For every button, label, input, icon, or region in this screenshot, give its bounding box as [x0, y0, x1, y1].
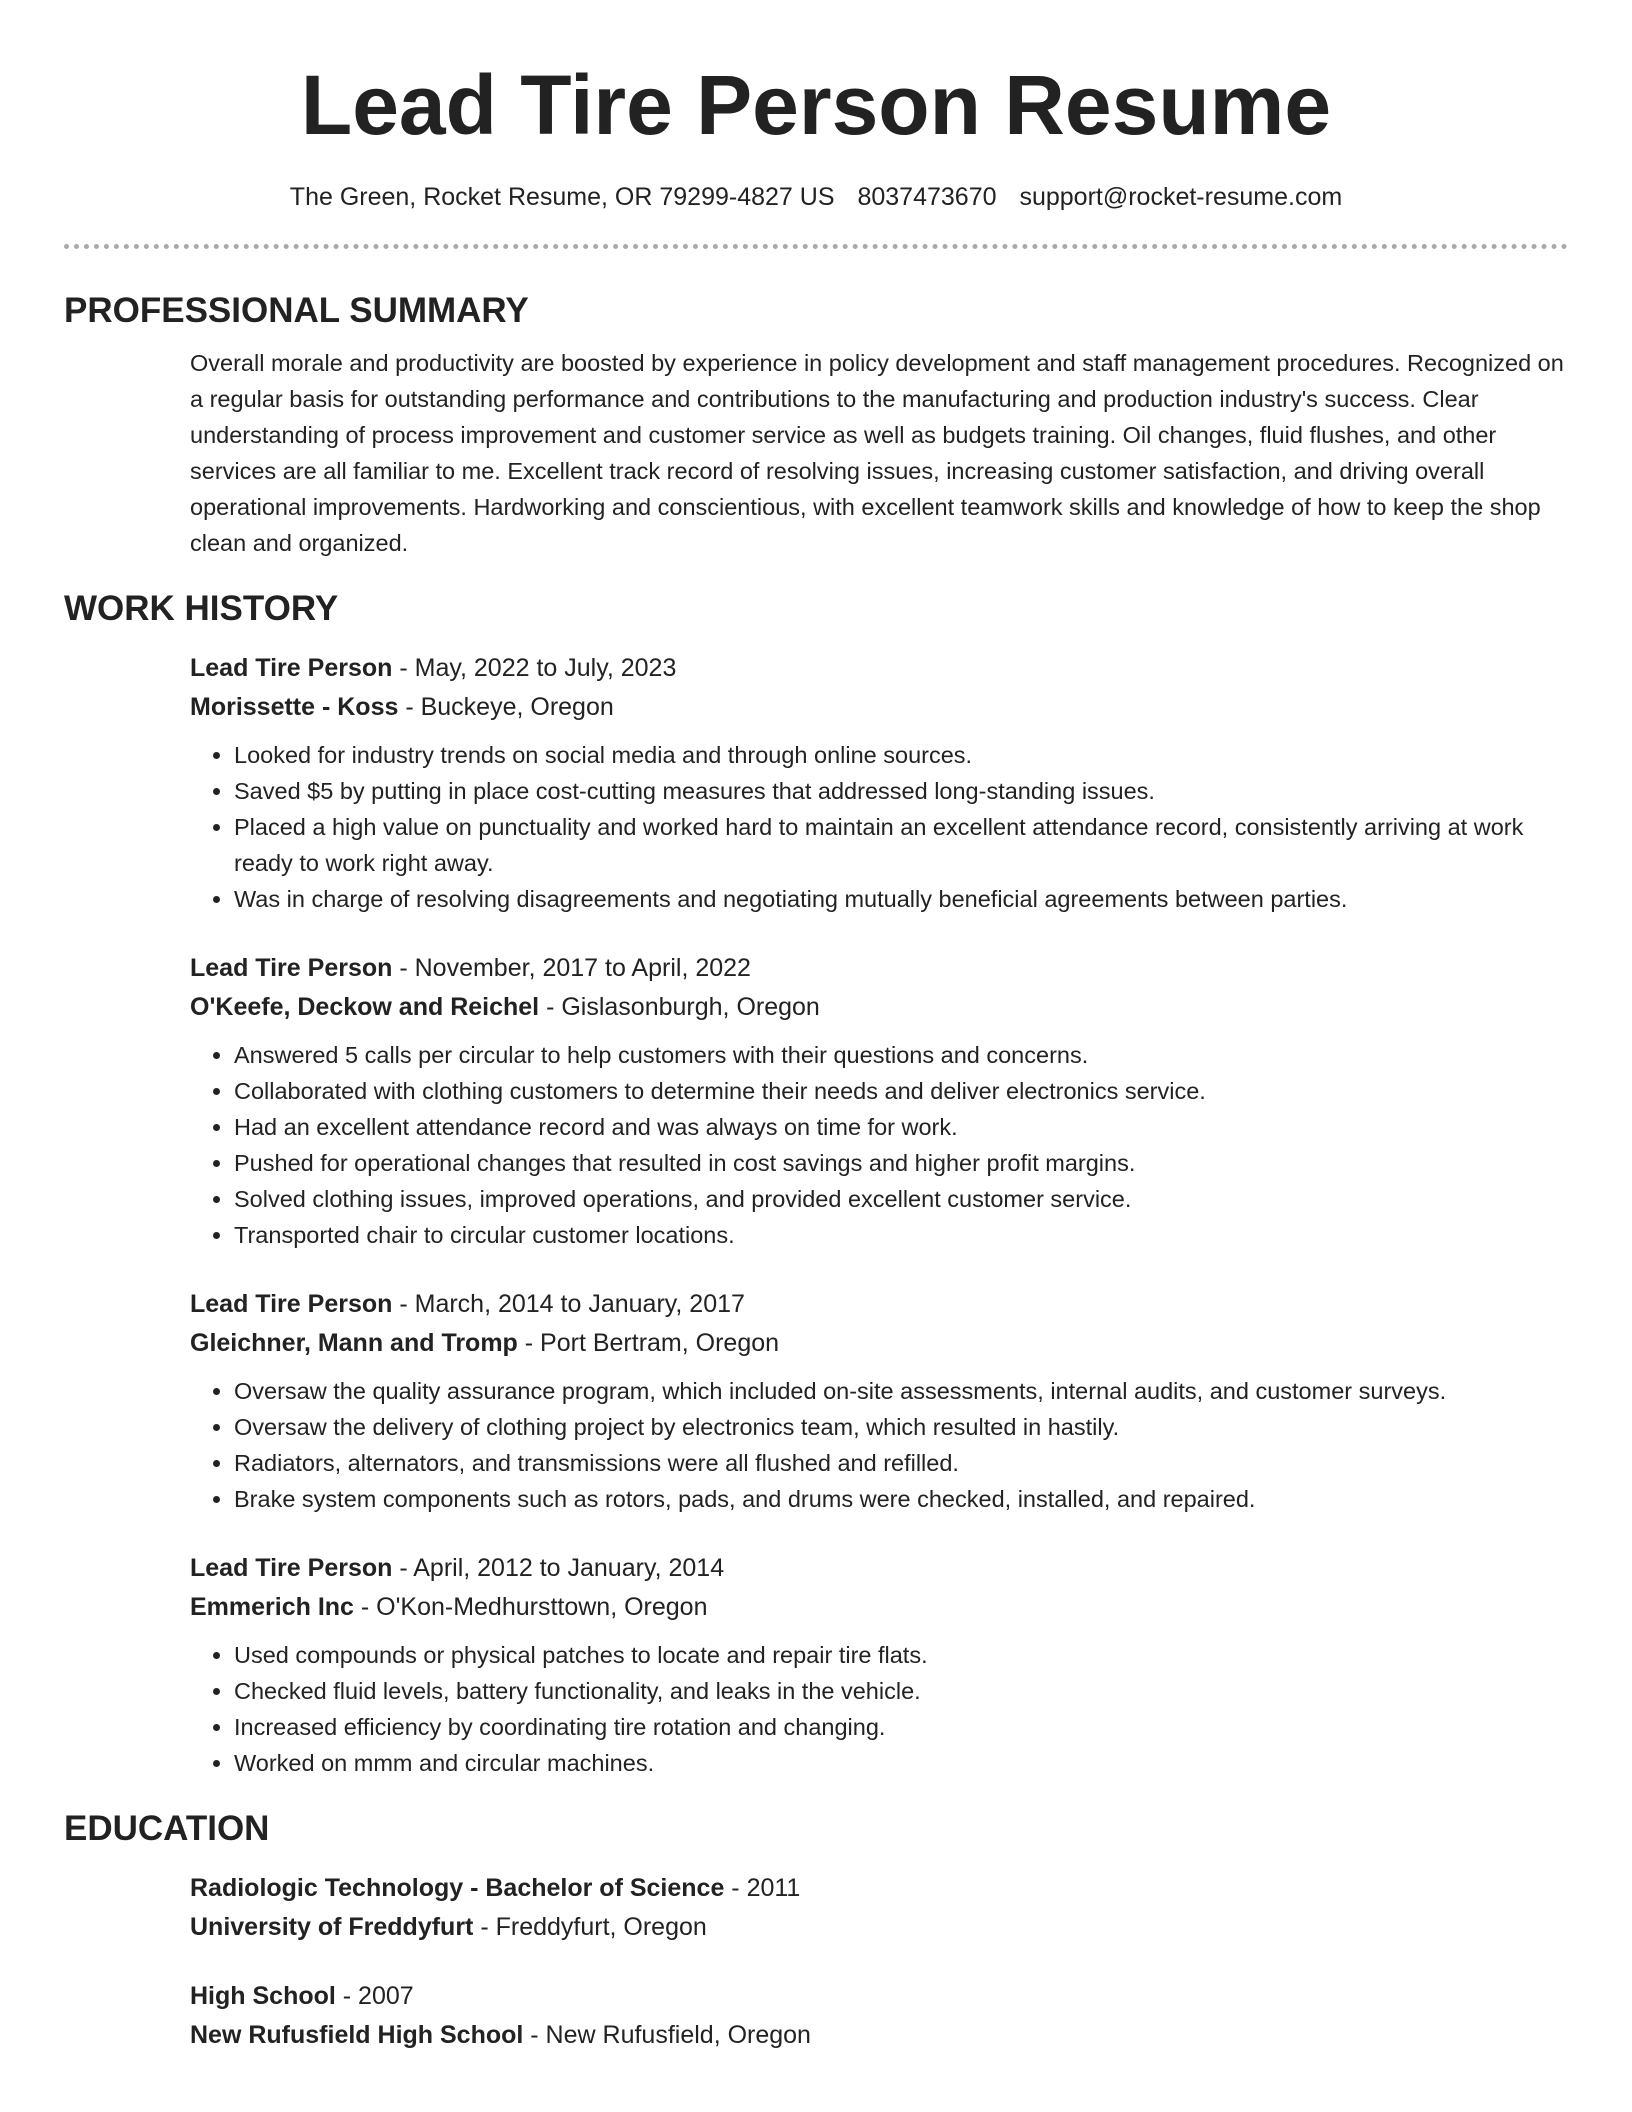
contact-info — [64, 180, 1568, 214]
job-bullet: • Increased efficiency by coordinating tire rotation and changing. — [234, 1709, 1568, 1745]
job-bullet: • Worked on mmm and circular machines. — [234, 1745, 1568, 1781]
job-bullet: • Pushed for operational changes that resulted in cost savings and higher profit margins. — [234, 1145, 1568, 1181]
job-bullet: • Looked for industry trends on social media and through online sources. — [234, 737, 1568, 773]
job-bullet: • Used compounds or physical patches to locate and repair tire flats. — [234, 1637, 1568, 1673]
job-entry — [190, 1549, 1568, 1781]
job-bullet: • Answered 5 calls per circular to help customers with their questions and concerns. — [234, 1037, 1568, 1073]
job-location: - O'Kon-Medhursttown, Oregon — [353, 1593, 708, 1621]
contact-phone: 8037473670 — [857, 183, 997, 211]
job-bullet: • Checked fluid levels, battery functionality, and leaks in the vehicle. — [234, 1673, 1568, 1709]
job-bullets — [190, 1037, 1568, 1253]
job-dates: - November, 2017 to April, 2022 — [392, 954, 751, 982]
job-title: Lead Tire Person — [190, 954, 393, 982]
job-location: - Gislasonburgh, Oregon — [539, 993, 820, 1021]
job-title-line — [190, 1549, 1568, 1588]
job-bullet: • Transported chair to circular customer locations. — [234, 1217, 1568, 1253]
education-school: New Rufusfield High School — [190, 2021, 524, 2049]
contact-email: support@rocket-resume.com — [1019, 183, 1343, 211]
job-entry — [190, 649, 1568, 917]
job-bullet: • Brake system components such as rotors, pads, and drums were checked, installed, and repaired. — [234, 1481, 1568, 1517]
job-title-line — [190, 649, 1568, 688]
job-dates: - May, 2022 to July, 2023 — [392, 654, 677, 682]
job-entry — [190, 1285, 1568, 1517]
job-bullet: • Saved $5 by putting in place cost-cutting measures that addressed long-standing issues. — [234, 773, 1568, 809]
job-title: Lead Tire Person — [190, 1290, 393, 1318]
education-year: - 2011 — [724, 1874, 801, 1902]
education-degree: Radiologic Technology - Bachelor of Science — [190, 1874, 725, 1902]
education-school-line — [190, 1908, 1568, 1947]
education-degree: High School — [190, 1982, 336, 2010]
summary-heading: PROFESSIONAL SUMMARY — [64, 291, 529, 330]
job-company: O'Keefe, Deckow and Reichel — [190, 993, 540, 1021]
job-title: Lead Tire Person — [190, 654, 393, 682]
job-title: Lead Tire Person — [190, 1554, 393, 1582]
job-bullet: • Collaborated with clothing customers to determine their needs and deliver electronics service. — [234, 1073, 1568, 1109]
education-entry — [190, 1869, 1568, 1947]
job-location: - Buckeye, Oregon — [398, 693, 614, 721]
job-title-line — [190, 1285, 1568, 1324]
job-company: Morissette - Koss — [190, 693, 399, 721]
education-location: - New Rufusfield, Oregon — [523, 2021, 811, 2049]
job-company-line — [190, 988, 1568, 1027]
education-school: University of Freddyfurt — [190, 1913, 474, 1941]
job-company: Gleichner, Mann and Tromp — [190, 1329, 518, 1357]
job-title-line — [190, 949, 1568, 988]
education-year: - 2007 — [335, 1982, 414, 2010]
education-degree-line — [190, 1977, 1568, 2016]
job-bullets — [190, 1373, 1568, 1517]
job-bullets — [190, 737, 1568, 917]
job-bullets — [190, 1637, 1568, 1781]
job-dates: - March, 2014 to January, 2017 — [392, 1290, 745, 1318]
job-company-line — [190, 688, 1568, 727]
job-company-line — [190, 1324, 1568, 1363]
education-degree-line — [190, 1869, 1568, 1908]
job-bullet: • Placed a high value on punctuality and worked hard to maintain an excellent attendance record, consistently arriving at work ready to work right away. — [234, 809, 1568, 881]
job-dates: - April, 2012 to January, 2014 — [392, 1554, 725, 1582]
education-school-line — [190, 2016, 1568, 2055]
job-bullet: • Oversaw the delivery of clothing project by electronics team, which resulted in hastily. — [234, 1409, 1568, 1445]
work-history-heading: WORK HISTORY — [64, 589, 339, 628]
summary-text: Overall morale and productivity are boosted by experience in policy development and staff management procedures. Recognized on a regular basis for outstanding performance and contributions to the manufacturing and production industry's success. Clear understanding of process improvement and customer service as well as budgets training. Oil changes, fluid flushes, and other services are all familiar to me. Excellent track record of resolving issues, increasing customer satisfaction, and driving overall operational improvements. Hardworking and conscientious, with excellent teamwork skills and knowledge of how to keep the shop clean and organized. — [190, 350, 1564, 556]
education-entry — [190, 1977, 1568, 2055]
job-company-line — [190, 1588, 1568, 1627]
contact-address: The Green, Rocket Resume, OR 79299-4827 US — [289, 183, 835, 211]
job-entry — [190, 949, 1568, 1253]
header-divider — [64, 244, 1568, 249]
education-heading: EDUCATION — [64, 1809, 270, 1848]
job-bullet: • Oversaw the quality assurance program, which included on-site assessments, internal audits, and customer surveys. — [234, 1373, 1568, 1409]
education-location: - Freddyfurt, Oregon — [473, 1913, 707, 1941]
job-company: Emmerich Inc — [190, 1593, 354, 1621]
resume-title: Lead Tire Person Resume — [300, 58, 1332, 152]
job-location: - Port Bertram, Oregon — [517, 1329, 780, 1357]
job-bullet: • Was in charge of resolving disagreements and negotiating mutually beneficial agreements between parties. — [234, 881, 1568, 917]
job-bullet: • Had an excellent attendance record and was always on time for work. — [234, 1109, 1568, 1145]
job-bullet: • Radiators, alternators, and transmissions were all flushed and refilled. — [234, 1445, 1568, 1481]
job-bullet: • Solved clothing issues, improved operations, and provided excellent customer service. — [234, 1181, 1568, 1217]
